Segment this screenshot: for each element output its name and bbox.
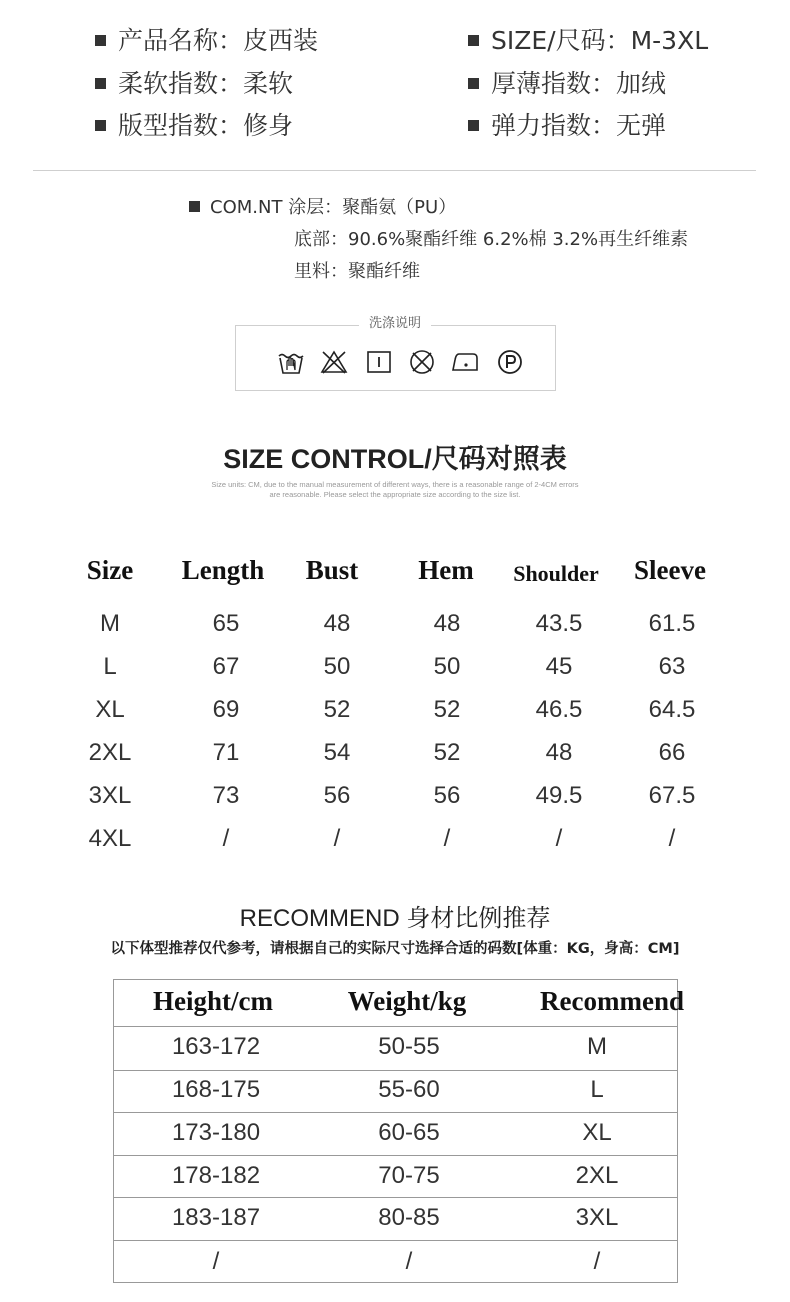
size-row-label: 4XL — [88, 825, 132, 852]
size-table-cell: 48 — [323, 610, 351, 637]
recommend-table-cell: 3XL — [575, 1204, 619, 1231]
recommend-table-cell: 60-65 — [378, 1119, 440, 1146]
recommend-table-cell: 173-180 — [171, 1119, 261, 1146]
bullet-square-icon — [95, 78, 106, 89]
composition-lining: 里料：聚酯纤维 — [294, 261, 420, 282]
attribute-fit: 版型指数：修身 — [95, 111, 293, 141]
size-table-cell: 63 — [658, 653, 686, 680]
size-control-title: SIZE CONTROL/尺码对照表 — [223, 444, 567, 474]
size-table-cell: 50 — [323, 653, 351, 680]
size-table-cell: 64.5 — [648, 696, 696, 723]
table-divider — [114, 1026, 677, 1027]
recommend-table-cell: / — [593, 1248, 601, 1275]
recommend-header-weight: Weight/kg — [347, 986, 467, 1016]
hang-dry-icon — [365, 348, 393, 376]
bullet-square-icon — [189, 201, 200, 212]
size-table-cell: 43.5 — [535, 610, 583, 637]
recommend-subtitle: 以下体型推荐仅代参考，请根据自己的实际尺寸选择合适的码数[体重：KG，身高：CM] — [110, 941, 680, 957]
size-row-label: 2XL — [88, 739, 132, 766]
hand-wash-icon — [277, 348, 305, 376]
size-table-cell: 48 — [545, 739, 573, 766]
size-row-label: XL — [95, 696, 125, 723]
recommend-table-cell: 50-55 — [378, 1033, 440, 1060]
recommend-table-cell: / — [212, 1248, 220, 1275]
recommend-table-cell: XL — [582, 1119, 612, 1146]
table-divider — [114, 1155, 677, 1156]
dry-clean-p-icon — [496, 348, 524, 376]
bullet-square-icon — [95, 120, 106, 131]
bullet-square-icon — [468, 35, 479, 46]
size-table-cell: 54 — [323, 739, 351, 766]
size-table-cell: 46.5 — [535, 696, 583, 723]
size-header-hem: Hem — [418, 555, 474, 585]
attribute-elasticity: 弹力指数：无弹 — [468, 111, 666, 141]
composition-label: COM.NT — [210, 197, 283, 218]
size-table-cell: 61.5 — [648, 610, 696, 637]
size-table-cell: 67.5 — [648, 782, 696, 809]
recommend-table-cell: 183-187 — [171, 1204, 261, 1231]
size-table-cell: 52 — [433, 696, 461, 723]
size-table-cell: 49.5 — [535, 782, 583, 809]
size-table-cell: 65 — [212, 610, 240, 637]
size-header-bust: Bust — [305, 555, 359, 585]
section-divider — [33, 170, 756, 171]
attribute-size: SIZE/尺码：M-3XL — [468, 26, 708, 56]
size-row-label: L — [103, 653, 117, 680]
attribute-softness: 柔软指数：柔软 — [95, 69, 293, 99]
size-table-cell: / — [222, 825, 230, 852]
size-table-cell: 69 — [212, 696, 240, 723]
size-header-length: Length — [181, 555, 265, 585]
size-table-cell: 52 — [323, 696, 351, 723]
attribute-thickness: 厚薄指数：加绒 — [468, 69, 666, 99]
composition-base: 底部：90.6%聚酯纤维 6.2%棉 3.2%再生纤维素 — [294, 229, 689, 250]
recommend-table-cell: 80-85 — [378, 1204, 440, 1231]
recommend-header-height: Height/cm — [153, 986, 273, 1016]
size-table-cell: 56 — [433, 782, 461, 809]
size-table-cell: 66 — [658, 739, 686, 766]
size-table-cell: 50 — [433, 653, 461, 680]
table-divider — [114, 1070, 677, 1071]
recommend-table-cell: / — [405, 1248, 413, 1275]
no-bleach-icon — [320, 348, 348, 376]
recommend-table-cell: M — [587, 1033, 607, 1060]
recommend-table-cell: 2XL — [575, 1162, 619, 1189]
size-table-cell: / — [333, 825, 341, 852]
table-divider — [114, 1240, 677, 1241]
iron-icon — [451, 348, 479, 376]
size-row-label: 3XL — [88, 782, 132, 809]
recommend-table-cell: L — [590, 1076, 604, 1103]
recommend-table-cell: 163-172 — [171, 1033, 261, 1060]
recommend-table-cell: 70-75 — [378, 1162, 440, 1189]
recommend-title: RECOMMEND 身材比例推荐 — [239, 905, 551, 932]
size-header-sleeve: Sleeve — [634, 555, 706, 585]
size-table-cell: / — [555, 825, 563, 852]
recommend-table-cell: 178-182 — [171, 1162, 261, 1189]
size-table-cell: / — [443, 825, 451, 852]
size-table-cell: 71 — [212, 739, 240, 766]
washing-title: 洗涤说明 — [359, 315, 431, 333]
size-row-label: M — [100, 610, 120, 637]
composition-coating: COM.NT 涂层：聚酯氨（PU） — [189, 196, 456, 220]
no-tumble-dry-icon — [408, 348, 436, 376]
size-table-cell: 73 — [212, 782, 240, 809]
size-table-cell: / — [668, 825, 676, 852]
size-table-cell: 56 — [323, 782, 351, 809]
table-divider — [114, 1197, 677, 1198]
bullet-square-icon — [468, 120, 479, 131]
bullet-square-icon — [95, 35, 106, 46]
size-table-cell: 67 — [212, 653, 240, 680]
bullet-square-icon — [468, 78, 479, 89]
recommend-table-cell: 168-175 — [171, 1076, 261, 1103]
size-control-note-line2: are reasonable. Please select the appropriate size according to the size list. — [269, 490, 521, 499]
size-control-note-line1: Size units: CM, due to the manual measurement of different ways, there is a reasonable range of 2-4CM errors — [211, 480, 579, 489]
size-header-size: Size — [86, 555, 134, 585]
size-table-cell: 48 — [433, 610, 461, 637]
size-table-cell: 52 — [433, 739, 461, 766]
size-header-shoulder: Shoulder — [513, 561, 599, 586]
size-table-cell: 45 — [545, 653, 573, 680]
recommend-table-cell: 55-60 — [378, 1076, 440, 1103]
attribute-product-name: 产品名称：皮西装 — [95, 26, 318, 56]
table-divider — [114, 1112, 677, 1113]
recommend-header-recommend: Recommend — [540, 986, 684, 1016]
